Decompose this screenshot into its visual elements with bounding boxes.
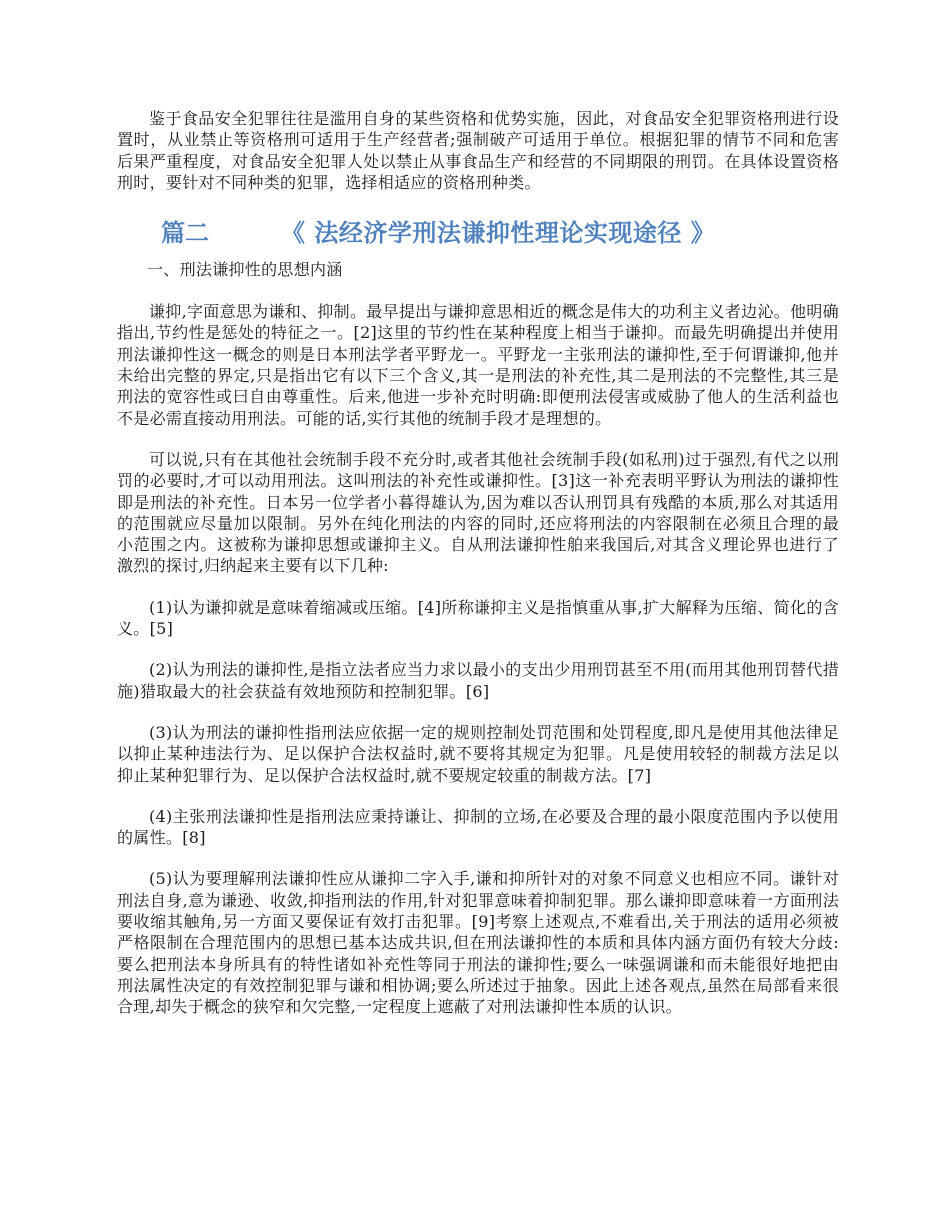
body-paragraph-3: (1)认为谦抑就是意味着缩减或压缩。[4]所称谦抑主义是指慎重从事,扩大解释为压缩、简化的含义。[5] bbox=[117, 597, 839, 639]
section-heading bbox=[161, 213, 839, 247]
section-number: 篇二 bbox=[161, 218, 209, 247]
body-paragraph-2: 可以说,只有在其他社会统制手段不充分时,或者其他社会统制手段(如私刑)过于强烈,有代之以刑罚的必要时,才可以动用刑法。这叫刑法的补充性或谦抑性。[3]这一补充表明平野认为刑法的谦抑性即是刑法的补充性。日本另一位学者小暮得雄认为,因为难以否认刑罚具有残酷的本质,那么对其适用的范围就应尽量加以限制。另外在纯化刑法的内容的同时,还应将刑法的内容限制在必须且合理的最小范围之内。这被称为谦抑思想或谦抑主义。自从刑法谦抑性舶来我国后,对其含义理论界也进行了激烈的探讨,归纳起来主要有以下几种: bbox=[117, 449, 839, 576]
body-paragraph-7: (5)认为要理解刑法谦抑性应从谦抑二字入手,谦和抑所针对的对象不同意义也相应不同。谦针对刑法自身,意为谦逊、收敛,抑指刑法的作用,针对犯罪意味着抑制犯罪。那么谦抑即意味着一方面刑法要收缩其触角,另一方面又要保证有效打击犯罪。[9]考察上述观点,不难看出,关于刑法的适用必须被严格限制在合理范围内的思想已基本达成共识,但在刑法谦抑性的本质和具体内涵方面仍有较大分歧:要么把刑法本身所具有的特性诸如补充性等同于刑法的谦抑性;要么一味强调谦和而未能很好地把由刑法属性决定的有效控制犯罪与谦和相协调;要么所述过于抽象。因此上述各观点,虽然在局部看来很合理,却失于概念的狭窄和欠完整,一定程度上遮蔽了对刑法谦抑性本质的认识。 bbox=[117, 869, 839, 1017]
body-paragraph-1: 谦抑,字面意思为谦和、抑制。最早提出与谦抑意思相近的概念是伟大的功利主义者边沁。他明确指出,节约性是惩处的特征之一。[2]这里的节约性在某种程度上相当于谦抑。而最先明确提出并使用刑法谦抑性这一概念的则是日本刑法学者平野龙一。平野龙一主张刑法的谦抑性,至于何谓谦抑,他并未给出完整的界定,只是指出它有以下三个含义,其一是刑法的补充性,其二是刑法的不完整性,其三是刑法的宽容性或曰自由尊重性。后来,他进一步补充时明确:即便刑法侵害或威胁了他人的生活利益也不是必需直接动用刑法。可能的话,实行其他的统制手段才是理想的。 bbox=[117, 302, 839, 428]
section-title: 《 法经济学刑法谦抑性理论实现途径 》 bbox=[281, 218, 716, 247]
intro-paragraph: 鉴于食品安全犯罪往往是滥用自身的某些资格和优势实施，因此，对食品安全犯罪资格刑进行设置时，从业禁止等资格刑可适用于生产经营者;强制破产可适用于单位。根据犯罪的情节不同和危害后果严重程度，对食品安全犯罪人处以禁止从事食品生产和经营的不同期限的刑罚。在具体设置资格刑时，要针对不同种类的犯罪，选择相适应的资格刑种类。 bbox=[117, 109, 839, 192]
subheading: 一、刑法谦抑性的思想内涵 bbox=[147, 260, 343, 280]
body-paragraph-4: (2)认为刑法的谦抑性,是指立法者应当力求以最小的支出少用刑罚甚至不用(而用其他刑罚替代措施)猎取最大的社会获益有效地预防和控制犯罪。[6] bbox=[117, 660, 839, 701]
body-paragraph-5: (3)认为刑法的谦抑性指刑法应依据一定的规则控制处罚范围和处罚程度,即凡是使用其他法律足以抑止某种违法行为、足以保护合法权益时,就不要将其规定为犯罪。凡是使用较轻的制裁方法足以抑止某种犯罪行为、足以保护合法权益时,就不要规定较重的制裁方法。[7] bbox=[117, 722, 839, 785]
document-page bbox=[117, 108, 839, 1038]
body-paragraph-6: (4)主张刑法谦抑性是指刑法应秉持谦让、抑制的立场,在必要及合理的最小限度范围内予以使用的属性。[8] bbox=[117, 806, 839, 848]
